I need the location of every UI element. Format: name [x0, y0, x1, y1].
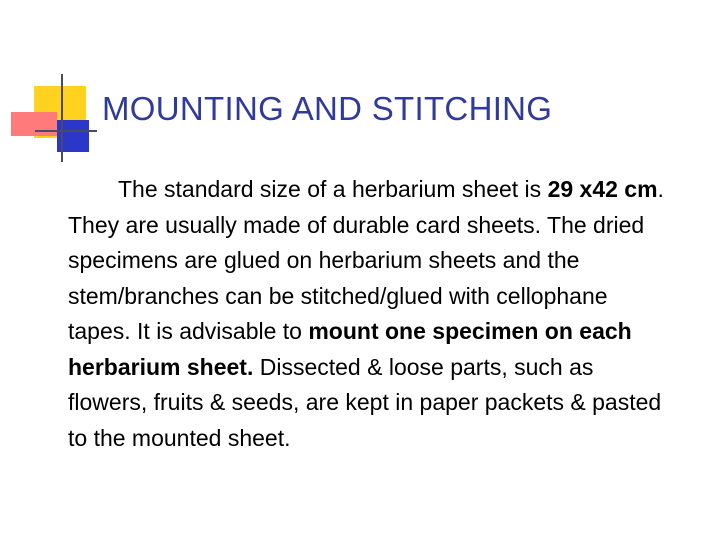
body-paragraph	[68, 172, 668, 456]
body-bold-1: 29 x42 cm	[547, 176, 658, 202]
body-text-2: . They are usually made of durable card sheets. The dried specimens are glued on herbarium sheets and the stem/branches can be stitched/glued with cellophane tapes. It is advisable to	[68, 176, 664, 344]
logo-horizontal-line	[35, 130, 97, 132]
logo-red-square	[11, 112, 57, 136]
body-bold-2: mount one specimen on each herbarium sheet.	[68, 318, 632, 380]
body-text-3: Dissected & loose parts, such as flowers, fruits & seeds, are kept in paper packets & pasted to the mounted sheet.	[68, 353, 662, 451]
logo-vertical-line	[61, 74, 63, 162]
logo-squares-icon	[0, 0, 100, 170]
body-text-1: The standard size of a herbarium sheet is	[118, 176, 548, 202]
slide-title: MOUNTING AND STITCHING	[102, 90, 553, 127]
